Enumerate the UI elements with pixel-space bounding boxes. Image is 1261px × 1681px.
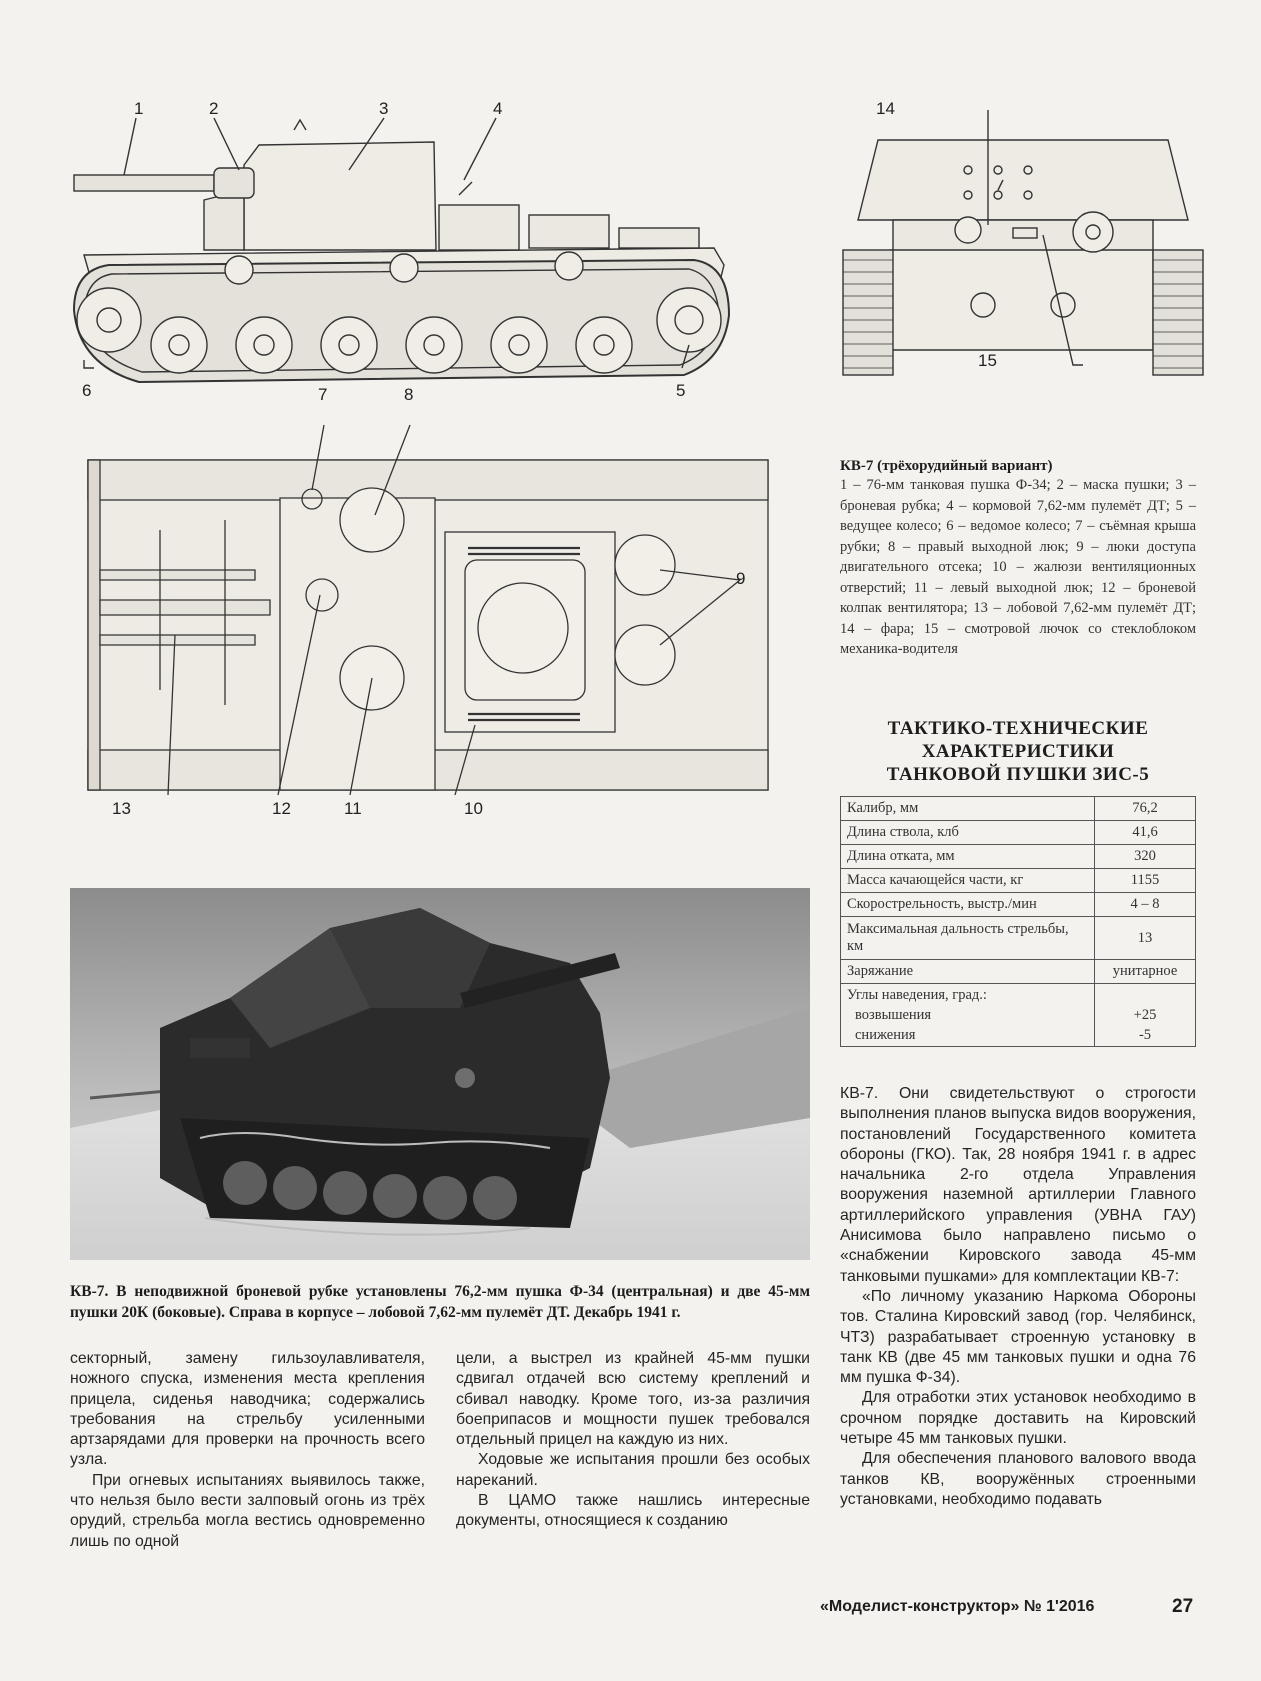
paragraph: При огневых испытаниях выявилось также, что нельзя было вести залповый огонь из трёх орудий, стрельба могла вестись одновременно лишь по одной [70,1471,425,1550]
paragraph: В ЦАМО также нашлись интересные документы, относящиеся к созданию [456,1492,810,1530]
side-view-drawing [64,100,770,405]
ttx-table [840,796,1196,1047]
paragraph: Ходовые же испытания прошли без особых нареканий. [456,1451,810,1489]
paragraph: Для обеспечения планового валового ввода танков КВ, вооружённых строенными установками, необходимо подавать [840,1450,1196,1508]
callout-11: 11 [344,799,362,818]
drawing-legend [840,458,1196,660]
callout-14: 14 [876,99,895,118]
paragraph: секторный, замену гильзоулавливателя, ножного спуска, изменения места крепления прицела, сиденья наводчика; содержались требования на стрельбу усиленными артзарядами для проверки на прочность всего узла. [70,1350,425,1469]
photo-caption: КВ-7. В неподвижной броневой рубке установлены 76,2-мм пушка Ф-34 (центральная) и две 45-мм пушки 20К (боковые). Справа в корпусе – лобовой 7,62-мм пулемёт ДТ. Декабрь 1941 г. [70,1283,810,1321]
journal-footer: «Моделист-конструктор» № 1'2016 [820,1598,1095,1615]
callout-2: 2 [209,99,219,118]
table-row: Масса качающейся части, кг 1155 [841,869,1196,893]
callout-6: 6 [82,381,92,400]
text-column-3 [840,1084,1196,1510]
ttx-title: ТАКТИКО-ТЕХНИЧЕСКИЕ ХАРАКТЕРИСТИКИ ТАНКОВОЙ ПУШКИ ЗИС-5 [886,718,1150,785]
text-column-2 [456,1349,810,1532]
table-row: Скорострельность, выстр./мин 4 – 8 [841,893,1196,917]
paragraph: цели, а выстрел из крайней 45-мм пушки сдвигал отдачей всю систему креплений и сбивал наводку. Кроме того, из-за различия боеприпасов и мощности пушек требовался отдельный прицел на каждую из них. [456,1350,810,1449]
callout-4: 4 [493,99,503,118]
table-row: Длина отката, мм 320 [841,845,1196,869]
top-view-drawing [80,385,770,840]
callout-1: 1 [134,99,144,118]
table-row: Максимальная дальность стрельбы, км 13 [841,917,1196,960]
ttx-block [840,717,1196,1047]
table-row: Заряжание унитарное [841,960,1196,984]
paragraph: КВ-7. Они свидетельствуют о строгости выполнения планов выпуска видов вооружения, постановлений Государственного комитета обороны (ГКО). Так, 28 ноября 1941 г. в адрес начальника 2-го отдела Управления вооружения наземной артиллерии Главного артиллерийского управления (УВНА ГАУ) Анисимова было направлено письмо о «снабжении Кировского завода 45-мм танковыми пушками» для комплектации КВ-7: [840,1085,1196,1285]
table-row: Калибр, мм 76,2 [841,797,1196,821]
table-row: Длина ствола, клб 41,6 [841,821,1196,845]
paragraph: Для отработки этих установок необходимо в срочном порядке доставить на Кировский четыре 45 мм танковых пушки. [840,1389,1196,1448]
callout-12: 12 [272,799,291,818]
text-column-1 [70,1349,425,1552]
callout-8: 8 [404,385,414,404]
callout-13: 13 [112,799,131,818]
callout-5: 5 [676,381,686,400]
legend-title: КВ-7 (трёхорудийный вариант) [840,458,1053,474]
callout-15: 15 [978,351,997,370]
callout-3: 3 [379,99,389,118]
callout-10: 10 [464,799,483,818]
legend-text: 1 – 76-мм танковая пушка Ф-34; 2 – маска пушки; 3 – броневая рубка; 4 – кормовой 7,62-мм пулемёт ДТ; 5 – ведущее колесо; 6 – ведомое колесо; 7 – съёмная крыша рубки; 8 – правый выходной люк; 9 – люки доступа двигательного отсека; 10 – жалюзи вентиляционных отверстий; 11 – левый выходной люк; 12 – броневой колпак вентилятора; 13 – лобовой 7,62-мм пулемёт ДТ; 14 – фара; 15 – смотровой лючок со стеклоблоком механика-водителя [840,477,1196,657]
table-row: Углы наведения, град.: возвышения снижения +25 -5 [841,984,1196,1047]
callout-7: 7 [318,385,328,404]
front-view-drawing [838,100,1208,405]
kv7-photo [70,888,810,1260]
callout-9: 9 [736,569,746,588]
page-number: 27 [1172,1596,1194,1617]
paragraph: «По личному указанию Наркома Обороны тов. Сталина Кировский завод (гор. Челябинск, ЧТЗ) разрабатывает строенную установку в танк КВ (две 45 мм танковых пушки и одна 76 мм пушка Ф-34). [840,1287,1196,1387]
